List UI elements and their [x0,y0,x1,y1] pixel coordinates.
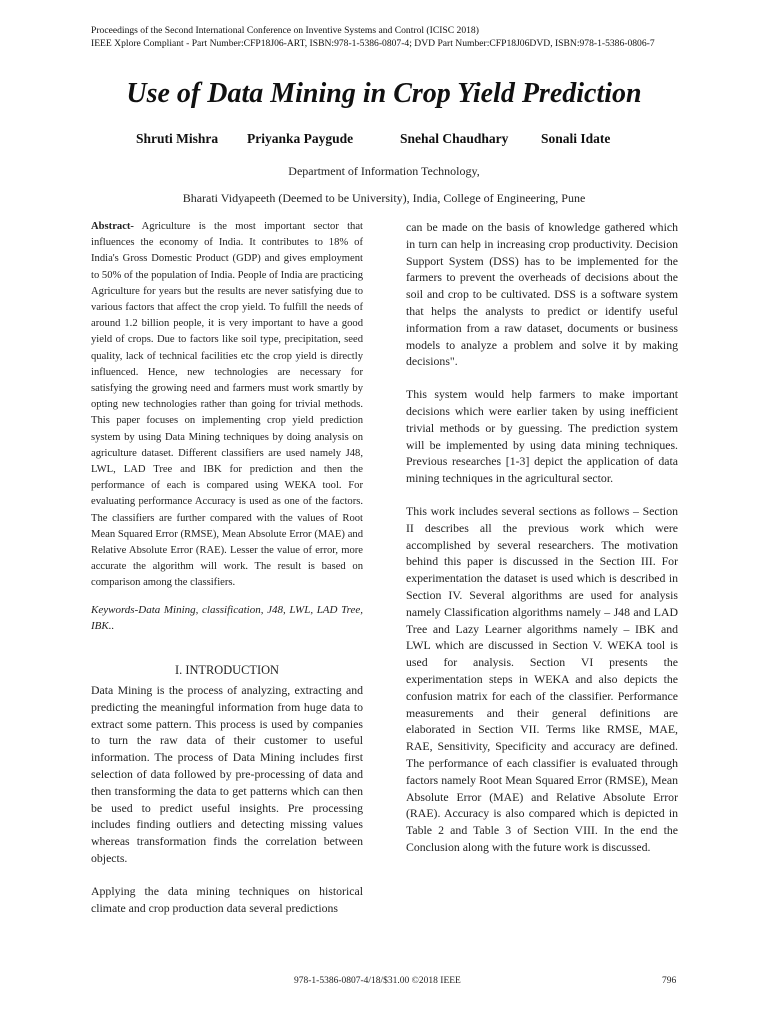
proceedings-header [91,24,691,50]
author-2: Priyanka Paygude [247,131,354,146]
right-paragraph-3: This work includes several sections as follows – Section II describes all the previous work which were accomplished by several researchers. The motivation behind this paper is discussed in the Section III. For experimentation the dataset is used which is described in Section IV. Several algorithms are used for analysis namely Classification algorithms namely – J48 and LAD Tree and Lazy Learner algorithms namely – IBK and LWL which are discussed in Section V. WEKA tool is used for analysis. Section VI presents the experimentation steps in WEKA and also depicts the confusion matrix for each of the classifier. Performance measurements and their general definitions are elaborated in Section VII. Terms like RMSE, MAE, RAE, Sensitivity, Specificity and accuracy are defined. The performance of each classifier is evaluated through factors namely Root Mean Squared Error (RMSE), Mean Absolute Error (MAE) and Relative Absolute Error (RAE). Accuracy is also compared which is depicted in Table 2 and Table 3 of Section VIII. In the end the Conclusion along with the future work is discussed. [406,503,678,854]
author-4: Sonali Idate [541,131,611,146]
header-line-2: IEEE Xplore Compliant - Part Number:CFP18J06-ART, ISBN:978-1-5386-0807-4; DVD Part Number:CFP18J06DVD, ISBN:978-1-5386-0806-7 [91,38,655,49]
author-3: Snehal Chaudhary [400,131,509,146]
footer-page-number: 796 [662,976,677,986]
footer-isbn: 978-1-5386-0807-4/18/$31.00 ©2018 IEEE [294,976,461,986]
author-1: Shruti Mishra [136,131,219,146]
right-column [406,219,678,856]
header-line-1: Proceedings of the Second International Conference on Inventive Systems and Control (ICISC 2018) [91,25,479,36]
paper-title: Use of Data Mining in Crop Yield Prediction [126,78,642,109]
left-column-top [91,219,363,634]
right-paragraph-1: can be made on the basis of knowledge gathered which in turn can help in increasing crop productivity. Decision Support System (DSS) has to be implemented for the farmers to prevent the overheads of decisions about the soil and crop to be cultivated. DSS is a software system that helps the analysts to predict or identify useful information from a raw dataset, documents or business models to analyze a problem and solve it by making decisions". [406,220,678,369]
affiliation-institution: Bharati Vidyapeeth (Deemed to be University), India, College of Engineering, Pune [182,191,586,205]
section-heading-introduction: I. INTRODUCTION [175,663,279,677]
intro-paragraph-1: Data Mining is the process of analyzing, extracting and predicting the meaningful information from huge data to extract some pattern. This process is used by companies to turn the raw data of their customer to useful information. The process of Data Mining includes first selection of data followed by pre-processing of data and then transforming the data to get patterns which can then be used to predict useful insights. Pre processing includes finding outliers and detecting missing values whereas transformation finds the correlation between objects. [91,683,363,865]
keywords: Keywords-Data Mining, classification, J48, LWL, LAD Tree, IBK.. [91,603,363,632]
right-paragraph-2: This system would help farmers to make important decisions which were earlier taken by using inefficient trivial methods or by guessing. The prediction system will be implemented by using data mining techniques. Previous researches [1-3] depict the application of data mining techniques in the agricultural sector. [406,387,678,486]
affiliation-department: Department of Information Technology, [288,164,480,178]
intro-paragraph-2: Applying the data mining techniques on historical climate and crop production data several predictions [91,883,363,915]
abstract-text: Agriculture is the most important sector that influences the economy of India. It contributes to 18% of India's Gross Domestic Product (GDP) and gives employment to 50% of the population of India. People of India are practicing Agriculture for years but the results are never satisfying due to various factors that affect the crop yield. To fulfill the needs of around 1.2 billion people, it is very important to have a good yield of crops. Due to factors like soil type, precipitation, seed quality, lack of technical facilities etc the crop yield is directly influenced. Hence, new technologies are necessary for satisfying the growing need and farmers must work smartly by opting new technologies rather than going for trivial methods. This paper focuses on implementing crop yield prediction system by using Data Mining techniques by doing analysis on agriculture dataset. Different classifiers are used namely J48, LWL, LAD Tree and IBK for prediction and then the performance of each is compared using WEKA tool. For evaluating performance Accuracy is used as one of the factors. The classifiers are further compared with the values of Root Mean Squared Error (RMSE), Mean Absolute Error (MAE) and Relative Absolute Error (RAE). Lesser the value of error, more accurate the algorithm will work. The result is based on comparison among the classifiers. [91,221,363,589]
left-column-intro [91,682,363,916]
abstract [91,219,363,592]
abstract-label: Abstract- [91,221,134,232]
